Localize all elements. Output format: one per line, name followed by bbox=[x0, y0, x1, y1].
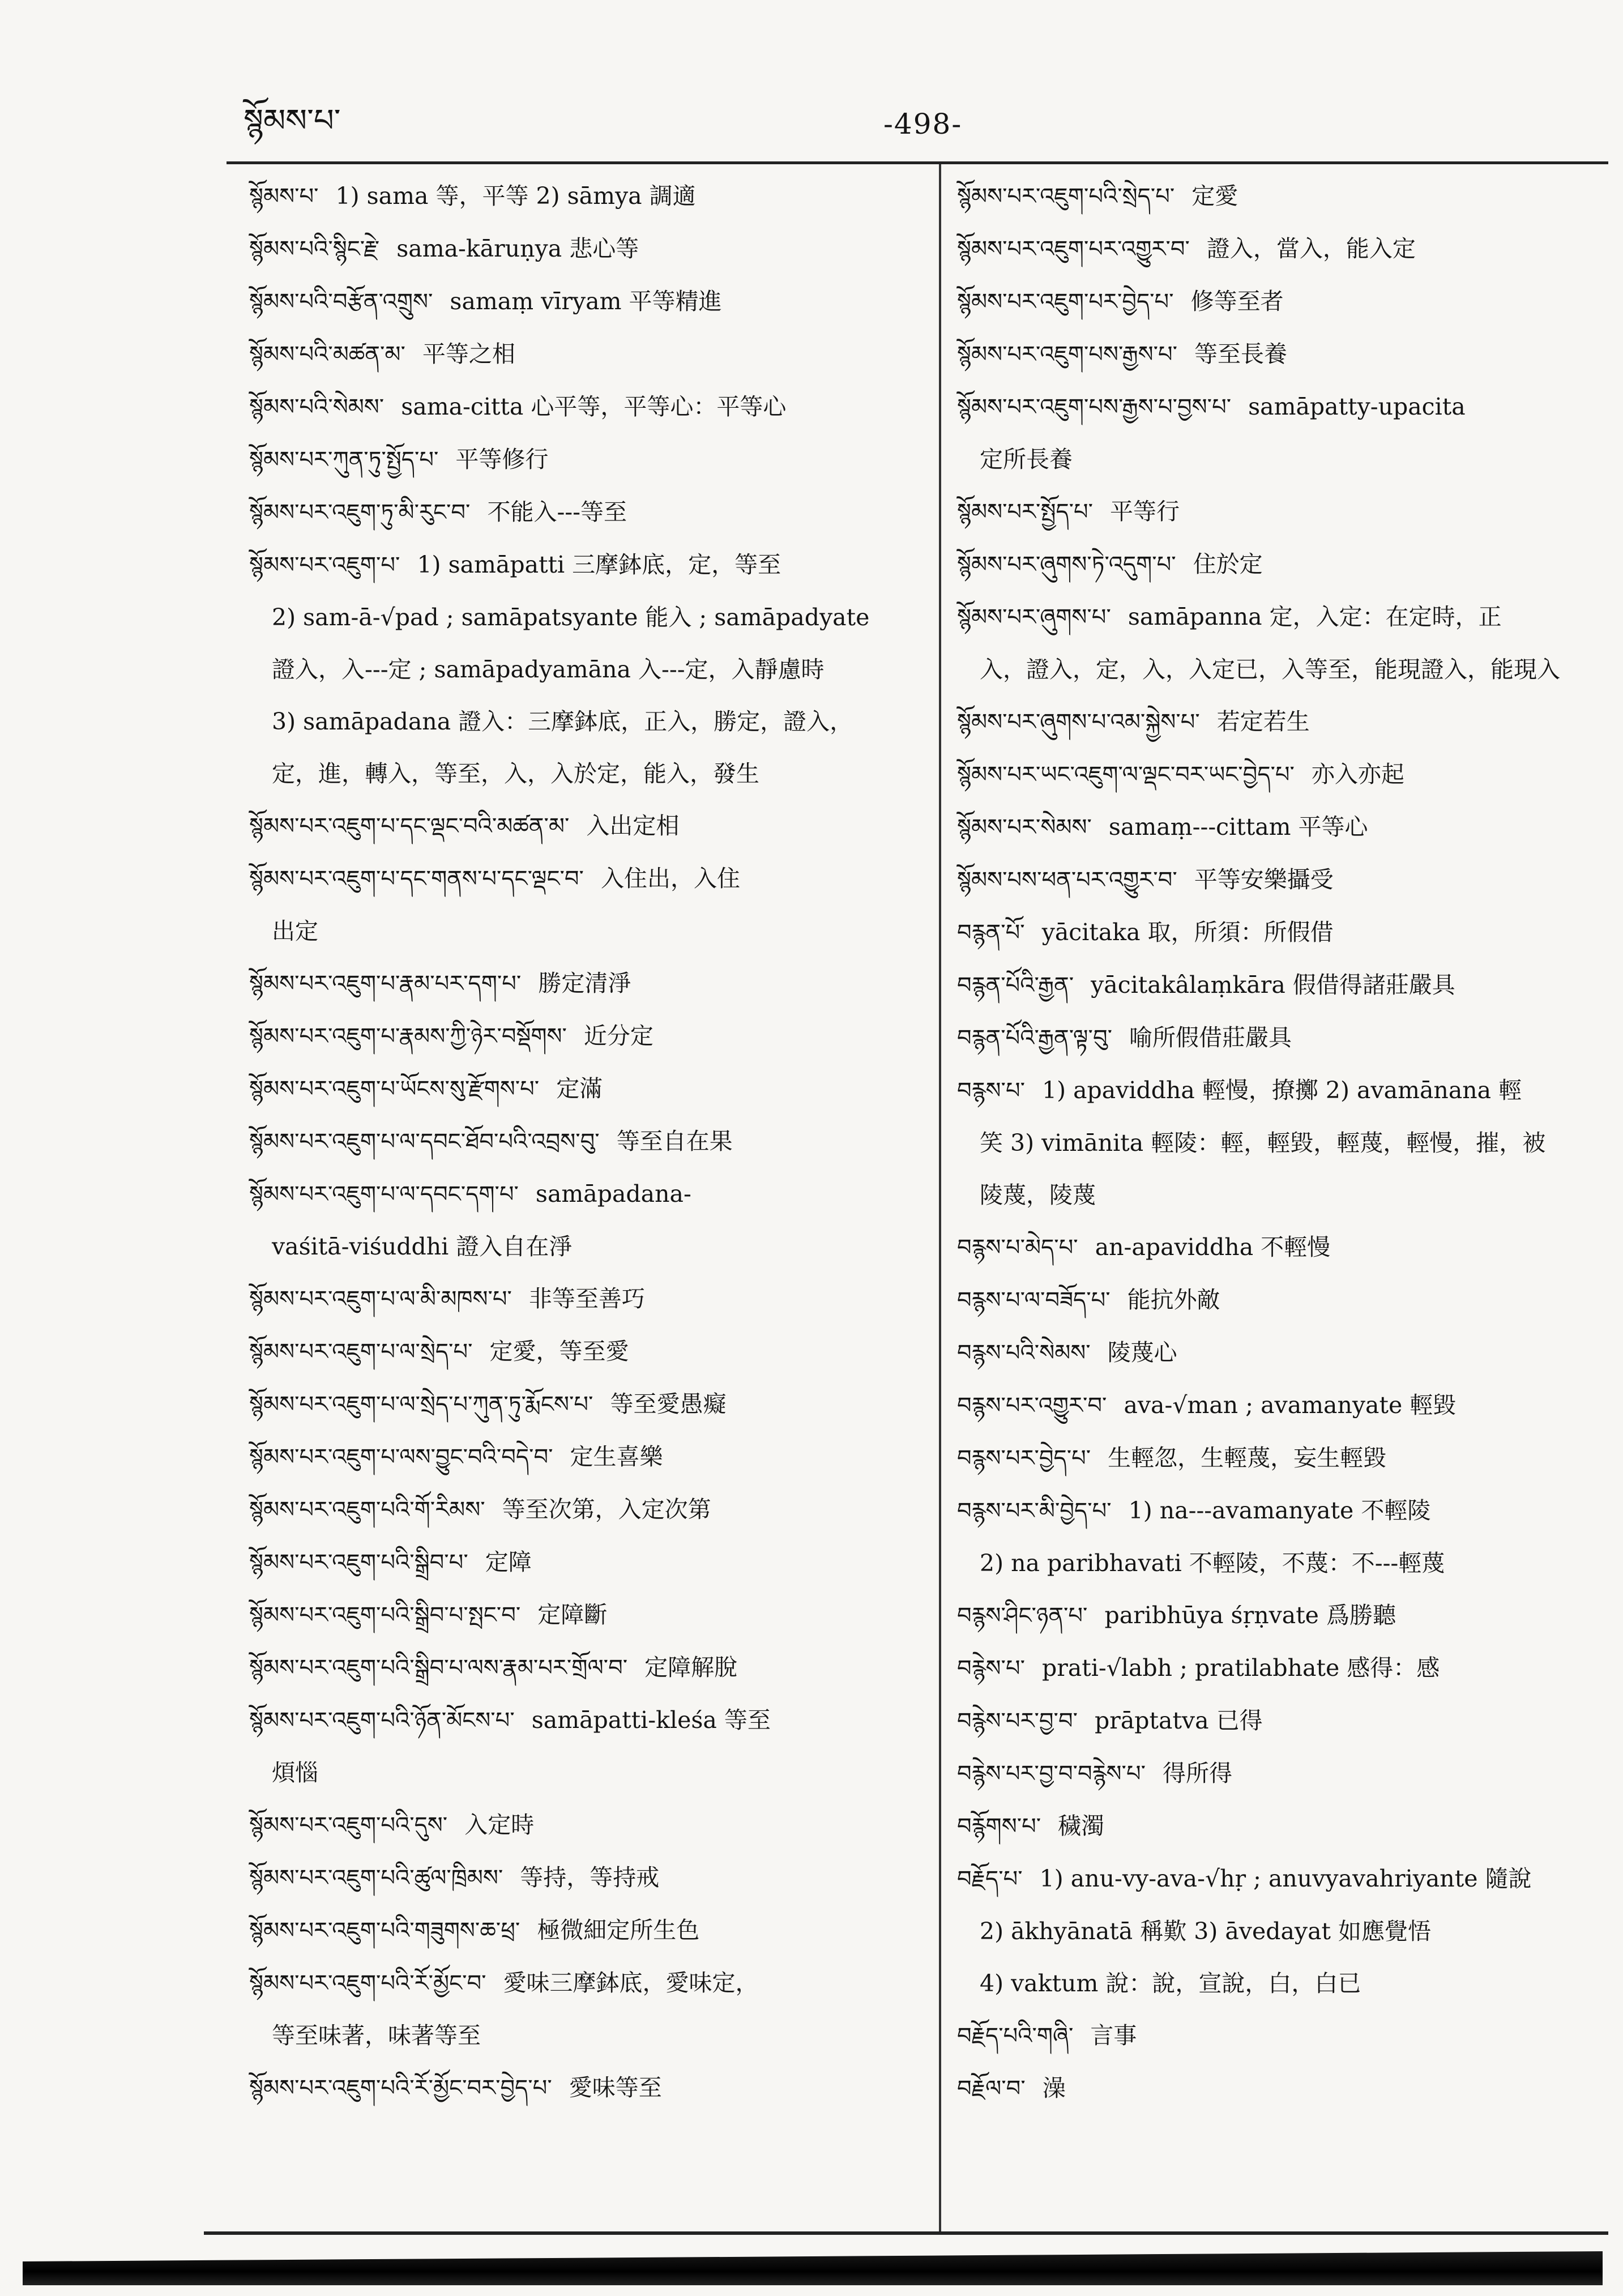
entry-headword: སྙོམས་པར་འཇུག་པར་བྱེད་པ་ bbox=[957, 289, 1174, 315]
dictionary-entry bbox=[957, 275, 1608, 328]
dictionary-entry bbox=[249, 275, 923, 328]
dictionary-entry bbox=[957, 748, 1608, 801]
dictionary-entry bbox=[249, 1168, 923, 1220]
entry-headword: སྙོམས་པར་འཇུག་པ་རྣམ་པར་དག་པ་ bbox=[249, 971, 522, 997]
entry-gloss: 1) samāpatti 三摩鉢底，定，等至 bbox=[417, 551, 781, 578]
dictionary-entry bbox=[249, 1378, 923, 1431]
entry-gloss: 言事 bbox=[1090, 2022, 1137, 2049]
entry-gloss: 定愛，等至愛 bbox=[489, 1338, 629, 1365]
dictionary-entry bbox=[249, 486, 923, 539]
scan-edge-shadow bbox=[23, 2251, 1603, 2285]
dictionary-entry bbox=[957, 906, 1608, 959]
entry-gloss: 平等行 bbox=[1110, 498, 1180, 525]
dictionary-entry bbox=[249, 539, 923, 591]
entry-headword: བརྙན་པོའི་རྒྱན་ལྟ་བུ་ bbox=[957, 1025, 1112, 1051]
entry-headword: སྙོམས་པར་འཇུག་པས་རྒྱས་པ་བྱས་པ་ bbox=[957, 394, 1232, 420]
entry-headword: སྙོམས་པར་འཇུག་པ་རྣམས་ཀྱི་ཉེར་བསྡོགས་ bbox=[249, 1023, 567, 1049]
dictionary-entry bbox=[957, 1589, 1608, 1642]
dictionary-entry bbox=[249, 328, 923, 381]
entry-headword: སྙོམས་པར་འཇུག་པའི་དུས་ bbox=[249, 1812, 448, 1838]
entry-headword: སྙོམས་པར་འཇུག་པའི་རོ་མྱོང་བར་བྱེད་པ་ bbox=[249, 2075, 552, 2101]
entry-headword: བརྙས་པར་མི་བྱེད་པ་ bbox=[957, 1498, 1112, 1524]
entry-gloss: 等至長養 bbox=[1194, 340, 1288, 368]
entry-gloss: 若定若生 bbox=[1216, 708, 1310, 735]
entry-gloss: sama-citta 心平等，平等心：平等心 bbox=[401, 393, 787, 420]
entry-gloss-continuation: 等至味著，味著等至 bbox=[272, 2022, 481, 2049]
entry-gloss: paribhūya śṛṇvate 爲勝聽 bbox=[1104, 1602, 1396, 1629]
dictionary-entry bbox=[957, 1221, 1608, 1274]
entry-headword: སྙོམས་པར་ཀུན་ཏུ་སྤྱོད་པ་ bbox=[249, 447, 439, 473]
entry-headword: སྙོམས་པར་སེམས་ bbox=[957, 814, 1092, 840]
entry-headword: སྙོམས་པར་འཇུག་ཏུ་མི་རུང་བ་ bbox=[249, 500, 471, 526]
entry-gloss: 定滿 bbox=[556, 1075, 603, 1102]
dictionary-entry bbox=[249, 1325, 923, 1378]
entry-gloss: 近分定 bbox=[583, 1022, 654, 1049]
entry-gloss: 愛味三摩鉢底，愛味定， bbox=[503, 1969, 759, 1996]
dictionary-entry bbox=[957, 1642, 1608, 1695]
entry-gloss: samāpadana- bbox=[535, 1180, 691, 1207]
dictionary-entry bbox=[249, 433, 923, 486]
entry-headword: སྙོམས་པར་འཇུག་པའི་གོ་རིམས་ bbox=[249, 1497, 485, 1523]
entry-headword: བརྙེས་པ་ bbox=[957, 1655, 1025, 1682]
entry-headword: སྙོམས་པར་འཇུག་པ་དང་གནས་པ་དང་ལྡང་བ་ bbox=[249, 866, 584, 892]
entry-gloss: 定障斷 bbox=[537, 1601, 608, 1628]
entry-headword: སྙོམས་པར་འཇུག་པས་རྒྱས་པ་ bbox=[957, 342, 1178, 368]
dictionary-entry bbox=[957, 1064, 1608, 1117]
entry-gloss-continuation: 3) samāpadana 證入：三摩鉢底，正入，勝定，證入， bbox=[272, 708, 853, 735]
dictionary-entry bbox=[957, 1800, 1608, 1853]
entry-headword: སྙོམས་པར་ཞུགས་པ་འམ་སྐྱེས་པ་ bbox=[957, 709, 1200, 735]
entry-gloss: ava-√man ; avamanyate 輕毀 bbox=[1124, 1392, 1457, 1419]
entry-gloss: 等至愛愚癡 bbox=[610, 1390, 727, 1418]
entry-gloss: 平等安樂攝受 bbox=[1194, 866, 1334, 893]
entry-gloss: 住於定 bbox=[1193, 550, 1263, 578]
entry-gloss: prāptatva 已得 bbox=[1095, 1707, 1263, 1734]
bottom-rule bbox=[204, 2231, 1608, 2235]
entry-gloss-continuation: 入，證入，定，入，入定已，入等至，能現證入，能現入 bbox=[980, 656, 1560, 683]
entry-headword: སྙོམས་པར་འཇུག་པ་ལ་མི་མཁས་པ་ bbox=[249, 1286, 512, 1312]
entry-headword: བརྙོགས་པ་ bbox=[957, 1813, 1041, 1840]
entry-gloss: prati-√labh ; pratilabhate 感得：感 bbox=[1042, 1654, 1440, 1682]
entry-headword: སྙོམས་པའི་མཚན་མ་ bbox=[249, 342, 405, 368]
entry-headword: སྙོམས་པར་འཇུག་པ་དང་ལྡང་བའི་མཚན་མ་ bbox=[249, 813, 570, 839]
entry-gloss-continuation: 證入，入---定 ; samāpadyamāna 入---定，入靜慮時 bbox=[272, 656, 825, 683]
column-divider bbox=[939, 164, 941, 2234]
entry-headword: སྙོམས་པའི་སེམས་ bbox=[249, 394, 385, 420]
dictionary-entry bbox=[249, 1483, 923, 1536]
entry-headword: སྙོམས་པར་འཇུག་པ་ལ་དབང་དག་པ་ bbox=[249, 1181, 519, 1207]
dictionary-entry bbox=[957, 223, 1608, 275]
dictionary-entry bbox=[249, 1115, 923, 1168]
entry-gloss: 定生喜樂 bbox=[570, 1443, 663, 1470]
entry-headword: སྙོམས་པར་ཞུགས་ཏེ་འདུག་པ་ bbox=[957, 552, 1176, 578]
dictionary-entry bbox=[957, 1695, 1608, 1747]
entry-gloss: 勝定清淨 bbox=[538, 970, 631, 997]
entry-headword: སྙོམས་པར་འཇུག་པ་ལ་སྲེད་པ་ཀུན་ཏུ་རྨོངས་པ་ bbox=[249, 1392, 593, 1418]
dictionary-entry bbox=[957, 170, 1608, 223]
entry-headword: སྙོམས་པའི་སྙིང་རྗེ་ bbox=[249, 236, 380, 262]
dictionary-entry bbox=[249, 1904, 923, 1957]
entry-gloss-continuation: vaśitā-viśuddhi 證入自在淨 bbox=[272, 1233, 573, 1260]
dictionary-entry bbox=[249, 170, 923, 223]
entry-headword: སྙོམས་པའི་བརྩོན་འགྲུས་ bbox=[249, 289, 433, 315]
dictionary-entry bbox=[957, 381, 1608, 433]
entry-gloss: samāpanna 定，入定：在定時，正 bbox=[1127, 603, 1502, 630]
dictionary-entry bbox=[957, 328, 1608, 381]
entry-gloss: 定障解脫 bbox=[644, 1654, 738, 1681]
dictionary-entry bbox=[249, 1641, 923, 1694]
entry-gloss: samaṃ vīryam 平等精進 bbox=[450, 288, 722, 315]
dictionary-entry bbox=[957, 801, 1608, 853]
entry-gloss: 入出定相 bbox=[586, 812, 680, 839]
entry-gloss: 穢濁 bbox=[1058, 1812, 1105, 1840]
entry-gloss: 陵蔑心 bbox=[1107, 1339, 1177, 1366]
dictionary-entry bbox=[957, 1484, 1608, 1537]
entry-headword: བརྙས་པ་ bbox=[957, 1078, 1025, 1104]
entry-gloss: yācitakâlaṃkāra 假借得諸莊嚴具 bbox=[1091, 971, 1455, 998]
entry-headword: བརྙན་པོའི་རྒྱན་ bbox=[957, 972, 1074, 998]
entry-gloss: 澡 bbox=[1042, 2075, 1066, 2102]
entry-headword: སྙོམས་པར་འཇུག་པའི་ཉོན་མོངས་པ་ bbox=[249, 1708, 515, 1734]
entry-headword: བརྙས་པའི་སེམས་ bbox=[957, 1340, 1091, 1366]
entry-gloss: 平等修行 bbox=[455, 446, 549, 473]
dictionary-entry bbox=[249, 1799, 923, 1851]
entry-headword: བརྙན་པོ་ bbox=[957, 920, 1025, 946]
entry-gloss: 1) anu-vy-ava-√hṛ ; anuvyavahriyante 隨說 bbox=[1039, 1865, 1532, 1892]
entry-headword: སྙོམས་པར་འཇུག་པ་ཡོངས་སུ་རྫོགས་པ་ bbox=[249, 1076, 540, 1102]
dictionary-entry bbox=[249, 852, 923, 905]
entry-headword: སྙོམས་པར་འཇུག་པའི་ཚུལ་ཁྲིམས་ bbox=[249, 1865, 503, 1891]
entry-headword: སྙོམས་པར་འཇུག་པའི་སྲེད་པ་ bbox=[957, 183, 1175, 210]
entry-gloss: 非等至善巧 bbox=[528, 1285, 645, 1312]
entry-headword: སྙོམས་པར་འཇུག་པ་ལས་བྱུང་བའི་བདེ་བ་ bbox=[249, 1444, 553, 1470]
entry-gloss: 1) sama 等，平等 2) sāmya 調適 bbox=[335, 182, 696, 210]
dictionary-entry bbox=[957, 695, 1608, 748]
entry-headword: བརྗོལ་བ་ bbox=[957, 2076, 1026, 2102]
entry-gloss: 平等之相 bbox=[422, 340, 515, 368]
entry-headword: སྙོམས་པར་འཇུག་པ་ bbox=[249, 552, 400, 578]
entry-headword: སྙོམས་པས་ཕན་པར་འགྱུར་བ་ bbox=[957, 867, 1177, 893]
dictionary-entry bbox=[249, 1957, 923, 2009]
entry-gloss: 愛味等至 bbox=[569, 2074, 662, 2101]
dictionary-entry bbox=[957, 485, 1608, 538]
entry-headword: སྙོམས་པར་འཇུག་པའི་གཟུགས་ཆ་ཕྲ་ bbox=[249, 1918, 520, 1944]
entry-gloss: 生輕忽，生輕蔑，妄生輕毀 bbox=[1108, 1444, 1387, 1471]
dictionary-entry bbox=[957, 959, 1608, 1012]
dictionary-entry bbox=[249, 1010, 923, 1062]
entry-gloss-continuation: 煩惱 bbox=[272, 1759, 318, 1786]
dictionary-entry bbox=[957, 1274, 1608, 1326]
dictionary-entry bbox=[249, 1536, 923, 1589]
dictionary-entry bbox=[957, 1012, 1608, 1064]
entry-headword: སྙོམས་པར་ཞུགས་པ་ bbox=[957, 604, 1111, 630]
running-head: སྙོམས་པ་ bbox=[244, 103, 341, 139]
entry-gloss: samāpatty-upacita bbox=[1248, 393, 1466, 420]
entry-gloss: 1) apaviddha 輕慢，撩擲 2) avamānana 輕 bbox=[1042, 1077, 1522, 1104]
entry-headword: སྙོམས་པར་འཇུག་པའི་སྒྲིབ་པ་ bbox=[249, 1550, 468, 1576]
entry-gloss-continuation: 2) ākhyānatā 稱歎 3) āvedayat 如應覺悟 bbox=[980, 1918, 1432, 1945]
entry-gloss-continuation: 2) na paribhavati 不輕陵，不蔑：不---輕蔑 bbox=[980, 1550, 1445, 1577]
dictionary-entry bbox=[957, 538, 1608, 591]
dictionary-entry bbox=[249, 2062, 923, 2114]
entry-gloss: 等持，等持戒 bbox=[520, 1864, 660, 1891]
dictionary-entry bbox=[957, 1432, 1608, 1484]
entry-gloss-continuation: 2) sam-ā-√pad ; samāpatsyante 能入 ; samāpadyate bbox=[272, 604, 870, 631]
entry-headword: སྙོམས་པར་སྤྱོད་པ་ bbox=[957, 499, 1094, 525]
entry-headword: སྙོམས་པར་འཇུག་པའི་རོ་མྱོང་བ་ bbox=[249, 1970, 486, 1996]
entry-headword: བརྙས་པར་བྱེད་པ་ bbox=[957, 1445, 1091, 1471]
entry-gloss-continuation: 出定 bbox=[272, 917, 318, 945]
dictionary-entry bbox=[957, 2062, 1608, 2115]
dictionary-entry bbox=[249, 1431, 923, 1483]
entry-gloss-continuation: 陵蔑，陵蔑 bbox=[980, 1181, 1096, 1209]
entry-gloss: 入住出，入住 bbox=[600, 865, 740, 892]
page-number: -498- bbox=[883, 108, 963, 140]
entry-headword: སྙོམས་པ་ bbox=[249, 183, 319, 210]
entry-headword: བརྙས་ཤིང་ཉན་པ་ bbox=[957, 1603, 1088, 1629]
top-rule bbox=[227, 161, 1608, 164]
entry-headword: སྙོམས་པར་འཇུག་པའི་སྒྲིབ་པ་ལས་རྣམ་པར་གྲོལ་བ་ bbox=[249, 1655, 628, 1681]
dictionary-entry bbox=[957, 2009, 1608, 2062]
entry-gloss: 修等至者 bbox=[1190, 288, 1284, 315]
dictionary-entry bbox=[957, 1747, 1608, 1800]
dictionary-entry bbox=[957, 1326, 1608, 1379]
entry-headword: སྙོམས་པར་འཇུག་པ་ལ་དབང་ཐོབ་པའི་འབྲས་བུ་ bbox=[249, 1129, 600, 1155]
entry-headword: བརྙེས་པར་བྱ་བ་ bbox=[957, 1708, 1078, 1734]
entry-gloss: an-apaviddha 不輕慢 bbox=[1095, 1234, 1331, 1261]
entry-gloss: yācitaka 取，所須：所假借 bbox=[1041, 919, 1334, 946]
entry-gloss: 亦入亦起 bbox=[1311, 761, 1404, 788]
entry-headword: སྙོམས་པར་འཇུག་པའི་སྒྲིབ་པ་སྤང་བ་ bbox=[249, 1602, 521, 1628]
entry-gloss: 極微細定所生色 bbox=[537, 1917, 700, 1944]
entry-gloss: 喻所假借莊嚴具 bbox=[1129, 1024, 1292, 1051]
dictionary-entry bbox=[249, 1851, 923, 1904]
entry-gloss: 定愛 bbox=[1191, 182, 1238, 210]
entry-headword: བརྙེས་པར་བྱ་བ་བརྙེས་པ་ bbox=[957, 1761, 1146, 1787]
dictionary-entry bbox=[957, 591, 1608, 643]
entry-headword: བརྗོད་པའི་གཞི་ bbox=[957, 2023, 1074, 2049]
entry-gloss: 定障 bbox=[485, 1548, 532, 1576]
entry-headword: བརྙས་པ་མེད་པ་ bbox=[957, 1235, 1078, 1261]
dictionary-entry bbox=[249, 957, 923, 1010]
entry-gloss: samaṃ---cittam 平等心 bbox=[1108, 813, 1368, 840]
left-column bbox=[249, 170, 923, 2114]
entry-gloss-continuation: 4) vaktum 說：說，宣說，白，白已 bbox=[980, 1970, 1361, 1997]
entry-headword: བརྗོད་པ་ bbox=[957, 1866, 1023, 1892]
dictionary-entry bbox=[957, 853, 1608, 906]
entry-gloss: 能抗外敵 bbox=[1127, 1286, 1220, 1313]
entry-gloss: 得所得 bbox=[1163, 1760, 1232, 1787]
entry-gloss: samāpatti-kleśa 等至 bbox=[531, 1706, 771, 1734]
entry-gloss: 等至次第，入定次第 bbox=[502, 1496, 711, 1523]
entry-headword: སྙོམས་པར་འཇུག་པ་ལ་སྲེད་པ་ bbox=[249, 1339, 473, 1365]
entry-gloss: 等至自在果 bbox=[616, 1128, 733, 1155]
dictionary-entry bbox=[249, 1062, 923, 1115]
dictionary-entry bbox=[249, 223, 923, 275]
dictionary-entry bbox=[249, 1694, 923, 1747]
dictionary-entry bbox=[249, 1273, 923, 1325]
entry-gloss-continuation: 定，進，轉入，等至，入，入於定，能入，發生 bbox=[272, 760, 759, 787]
entry-gloss: 不能入---等至 bbox=[487, 498, 627, 526]
entry-headword: སྙོམས་པར་འཇུག་པར་འགྱུར་བ་ bbox=[957, 236, 1190, 262]
dictionary-entry bbox=[957, 1379, 1608, 1432]
entry-headword: བརྙས་པར་འགྱུར་བ་ bbox=[957, 1393, 1107, 1419]
entry-gloss: 入定時 bbox=[464, 1811, 535, 1838]
entry-gloss-continuation: 定所長養 bbox=[980, 446, 1073, 473]
entry-gloss: 1) na---avamanyate 不輕陵 bbox=[1128, 1497, 1431, 1524]
entry-gloss-continuation: 笑 3) vimānita 輕陵：輕，輕毀，輕蔑，輕慢，摧，被 bbox=[980, 1129, 1546, 1156]
dictionary-entry bbox=[249, 800, 923, 852]
entry-headword: བརྙས་པ་ལ་བཟོད་པ་ bbox=[957, 1287, 1111, 1313]
entry-gloss: sama-kāruṇya 悲心等 bbox=[396, 235, 639, 262]
entry-headword: སྙོམས་པར་ཡང་འཇུག་ལ་ལྡང་བར་ཡང་བྱེད་པ་ bbox=[957, 762, 1295, 788]
right-column bbox=[957, 170, 1608, 2115]
dictionary-entry bbox=[957, 1853, 1608, 1905]
dictionary-entry bbox=[249, 1589, 923, 1641]
dictionary-entry bbox=[249, 381, 923, 433]
entry-gloss: 證入，當入，能入定 bbox=[1206, 235, 1416, 262]
